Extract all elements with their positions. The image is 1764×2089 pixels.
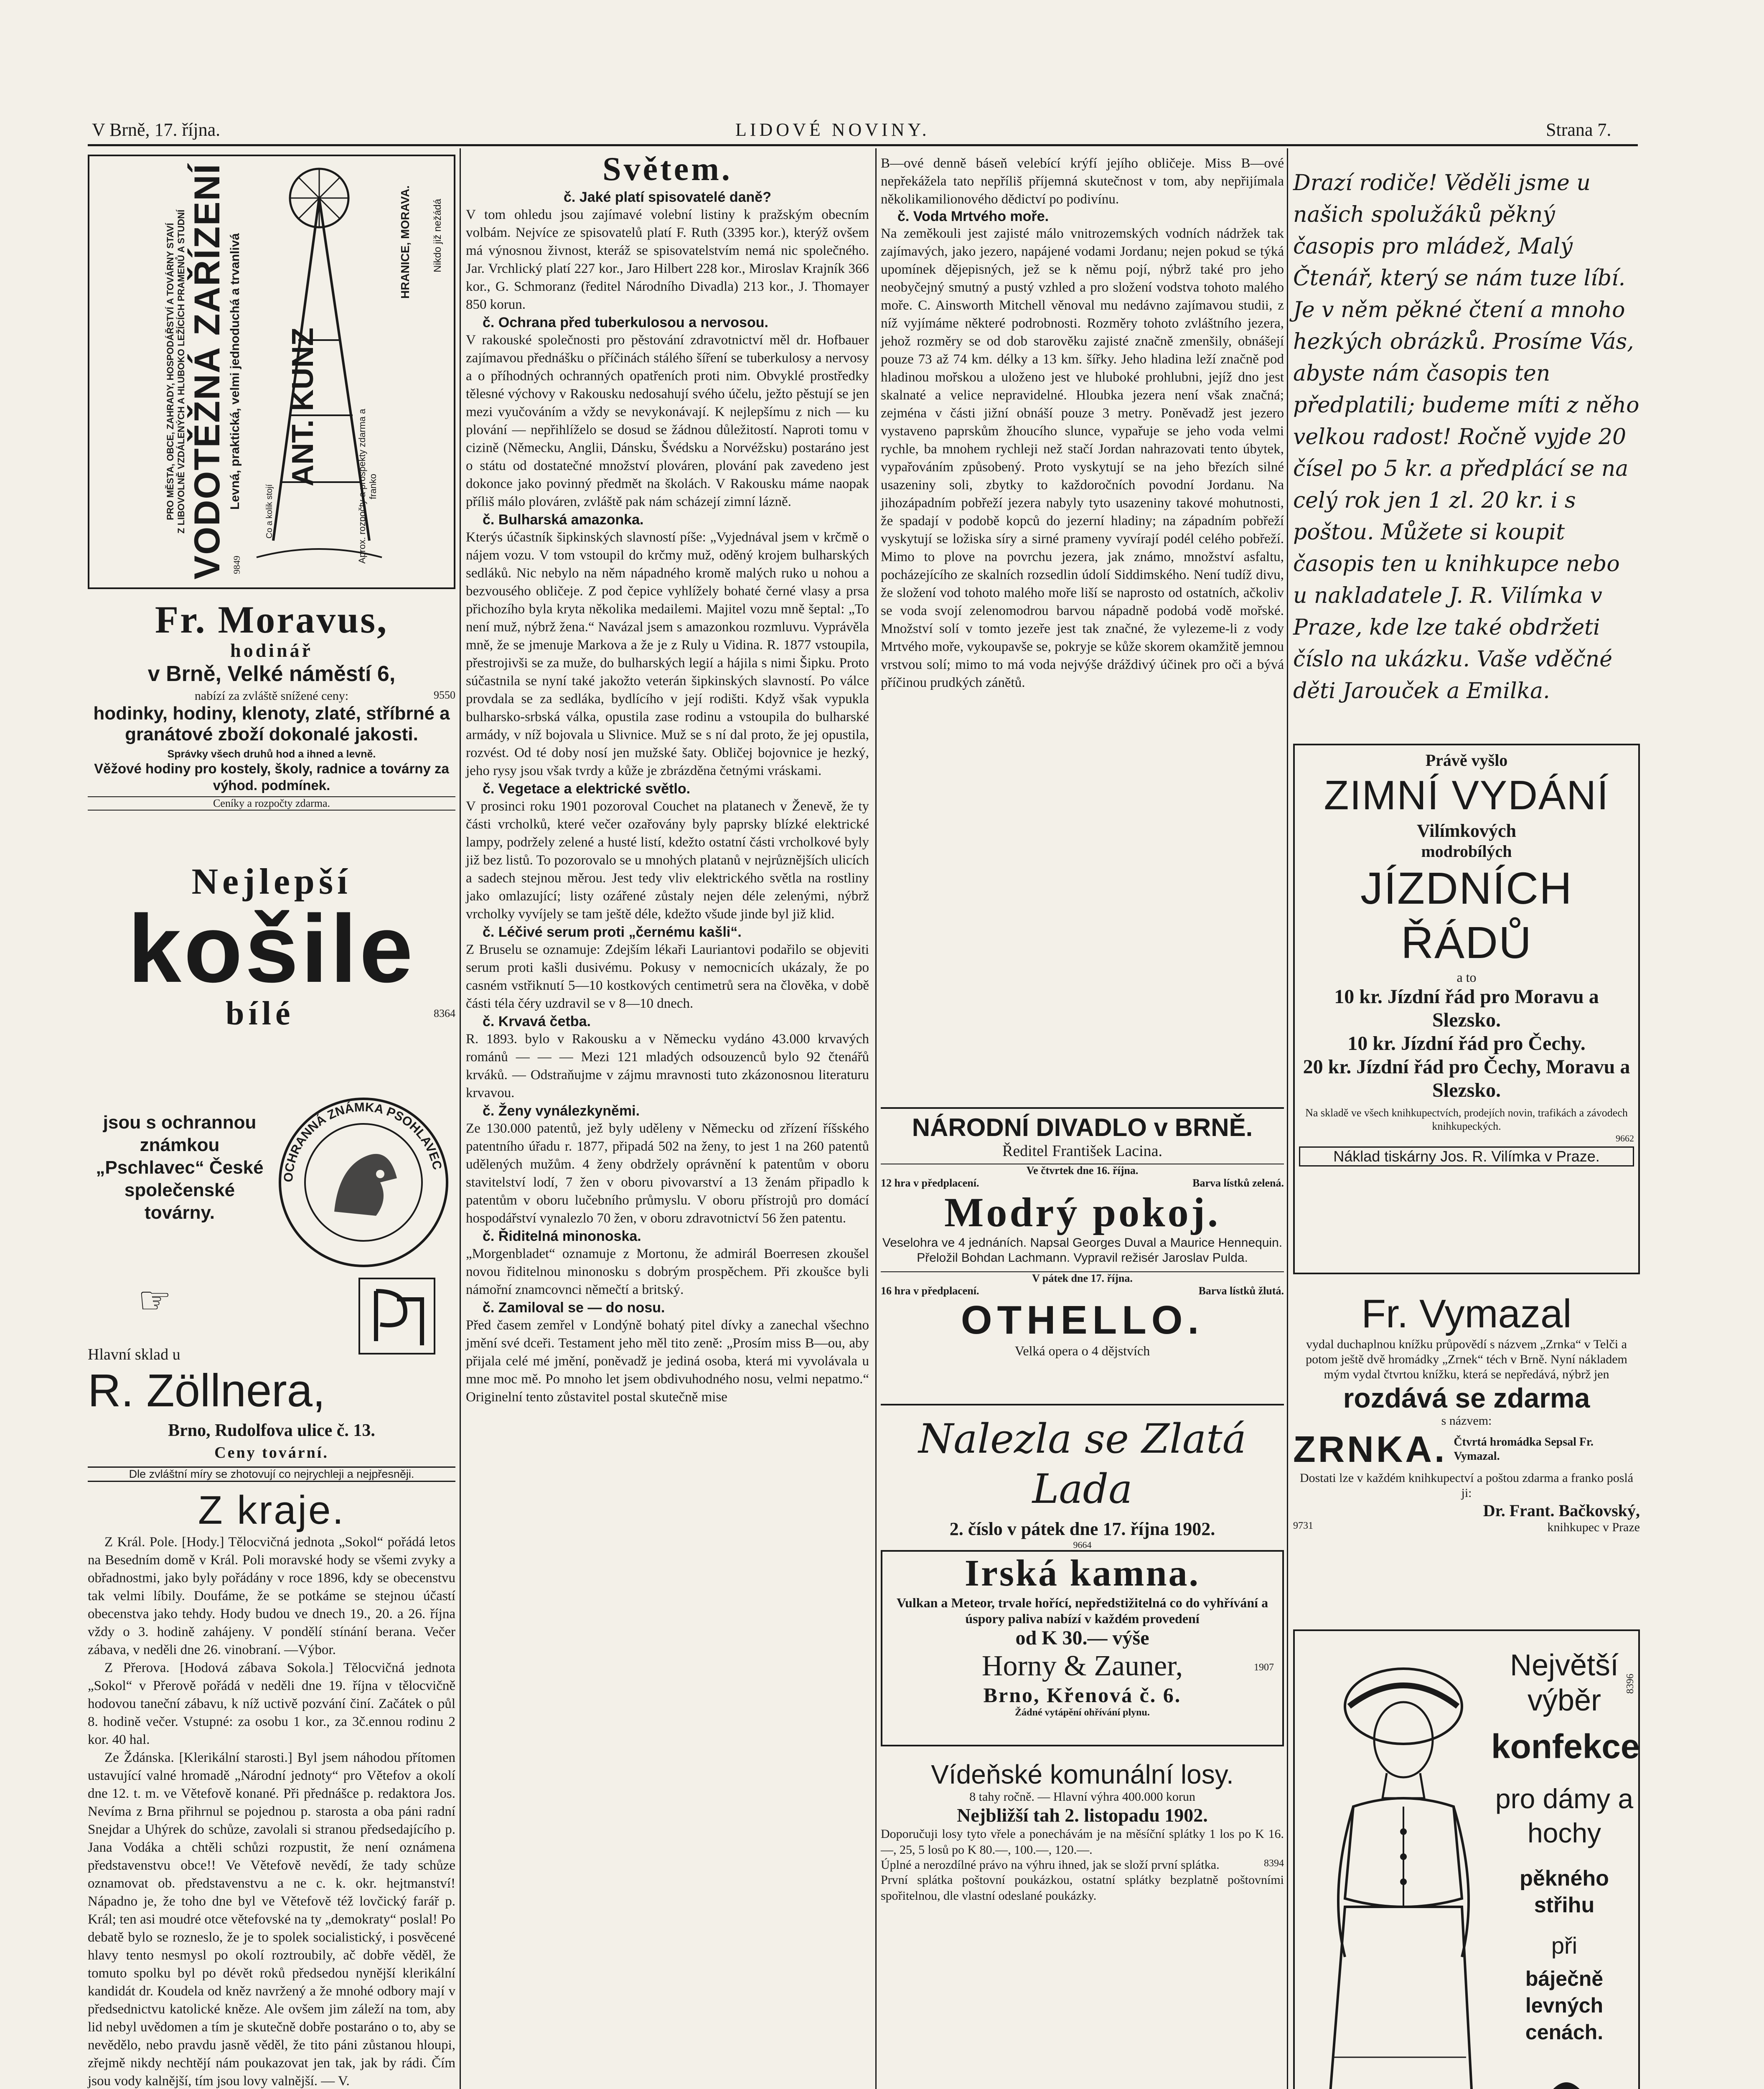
article-2: V rakouské společnosti pro pěstování zdravotnictví měl dr. Hofbauer zajímavou přednášku o příčinách stálého šíření se tuberkulosy a nervosy a o příhodných ochranných opatřeních proti nim. Obvyklé prostředky tělesné výchovy v Rakousku nedosahují svého účelu, ježto pěstují se jen mezi vyučováním a vždy se nevykonávají. K nejlepšímu z nich — ku plování — nepřihlíželo se dosud se žádnou důležitostí. Naproti tomu v cizině (Německu, Anglii, Dánsku, Švédsku a Norvéžsku) postaráno jest o státu od dostatečné množství plováren, plování pak zavedeno jest dokonce jako povinný předmět na školách. V Rakousku máme naopak příliš málo plováren, zvláště pak nám scházejí zimní lázně. bbox=[466, 333, 869, 509]
seal-text: OCHRANNÁ ZNÁMKA PSOHLAVEC bbox=[281, 1100, 445, 1183]
vymazal-name: Fr. Vymazal bbox=[1361, 1291, 1572, 1336]
article-10-heading: č. Voda Mrtvého moře. bbox=[897, 208, 1049, 224]
kosile-address: Brno, Rudolfova ulice č. 13. bbox=[168, 1421, 375, 1440]
article-1: V tom ohledu jsou zajímavé volební listiny k pražským obecním volbám. Nejvíce ze spisovatelů platí F. Ruth (3395 kor.), kterýž ovšem má výnosnou živnost, kteráž se spisovatelstvím nemá nic společného. Jar. Vrchlický platí 227 kor., Jaro Hilbert 228 kor., Miroslav Krajník 366 kor., G. Schmoranz (ředitel Národního Divadla) 213 kor., J. Thomayer 850 korun. bbox=[466, 207, 869, 312]
lada-issue: 2. číslo v pátek dne 17. října 1902. bbox=[949, 1519, 1215, 1539]
monogram-emblem bbox=[355, 1274, 439, 1358]
ad-kunz-brand: ANT. KUNZ bbox=[286, 328, 320, 486]
kroupa-number: 8396 bbox=[1625, 1674, 1636, 1694]
kroupa-l5: při bbox=[1551, 1932, 1578, 1959]
article-4-heading: č. Vegetace a elektrické světlo. bbox=[483, 781, 691, 797]
article-9: Před časem zemřel v Londýně bohatý pitel dívky a zanechal všechno jmění své dceři. Testament jeho měl tito zeně: „Prosím miss B—ou, aby přijala celé mé jmění, poněvadž je jediná osoba, která mi vyvolávala u mne moc mě. Po mnoho let jsem obdivuhodného nosu, velmi nepatmo.“ Originelní tento zůstavitel postal skutečně mise bbox=[466, 1318, 869, 1405]
ad-kunz-number: 9849 bbox=[231, 556, 242, 574]
kosile-prices: Ceny tovární. bbox=[214, 1444, 329, 1461]
article-2-heading: č. Ochrana před tuberkulosou a nervosou. bbox=[483, 315, 768, 330]
section-z-kraje bbox=[88, 1487, 455, 2089]
vymazal-number: 9731 bbox=[1293, 1520, 1313, 1531]
losy-l3: Doporučuji losy tyto vřele a ponechávám je na měsíční splátky 1 los po K 16.—, 25, 5 losů po K 80.—, 100.—, 120.—. bbox=[881, 1827, 1284, 1857]
z-kraje-title: Z kraje. bbox=[198, 1488, 346, 1532]
divadlo-d1-row bbox=[881, 1177, 1284, 1189]
moravus-name: Fr. Moravus, bbox=[155, 598, 389, 641]
kamna-firm-row bbox=[882, 1649, 1282, 1683]
ad-kunz-water bbox=[88, 155, 455, 589]
kamna-price: od K 30.— výše bbox=[1015, 1627, 1149, 1649]
rady-l10: Na skladě ve všech knihkupectvích, prodejích novin, trafikách a závodech knihkupeckých. bbox=[1305, 1107, 1628, 1132]
ad-kunz-side1: Nikdo již nežádá bbox=[432, 198, 443, 273]
divadlo-d1b: 12 hra v předplacení. bbox=[881, 1177, 979, 1189]
article-9-heading: č. Zamiloval se — do nosu. bbox=[483, 1300, 665, 1316]
divadlo-d2b: 16 hra v předplacení. bbox=[881, 1285, 979, 1297]
vymazal-d4: ZRNKA. bbox=[1293, 1428, 1447, 1470]
article-8-heading: č. Řiditelná minonoska. bbox=[483, 1228, 641, 1244]
rady-l7: 10 kr. Jízdní řád pro Moravu a Slezsko. bbox=[1334, 986, 1599, 1031]
rady-l5: JÍZDNÍCH ŘÁDŮ bbox=[1360, 863, 1573, 968]
ad-kunz-title: VODOTĚŽNÁ ZAŘÍZENÍ bbox=[187, 163, 227, 580]
ad-kunz-line2: Z LIBOVOLNĚ VZDÁLENÝCH A HLUBOKO LEŽÍCÍCH PRAMENŮ A STUDNÍ bbox=[176, 209, 186, 534]
lady-fashion-illustration bbox=[1303, 1639, 1487, 2089]
divadlo-d2c: Barva lístků žlutá. bbox=[1198, 1285, 1284, 1297]
kroupa-l2: konfekce bbox=[1491, 1728, 1640, 1766]
divadlo-title: NÁRODNÍ DIVADLO v BRNĚ. bbox=[912, 1113, 1253, 1141]
kamna-address: Brno, Křenová č. 6. bbox=[983, 1683, 1182, 1707]
vymazal-d8-row bbox=[1293, 1520, 1640, 1535]
article-8: „Morgenbladet“ oznamuje z Mortonu, že admirál Boerresen zkoušel novou řiditelnou minonosku s dobrým prospěchem. Při zkoušce byli námořní znamcovnci němečtí a britský. bbox=[466, 1246, 869, 1297]
vymazal-zrnka-row bbox=[1293, 1428, 1640, 1471]
article-3: Kterýs účastník šipkinských slavností píše: „Vyjednával jsem v krčmě o nájem vozu. V tom vstoupil do krčmy muž, oděný krojem bulharských sedláků. Nic nebylo na něm nápadného kromě malých ruko u nohou a bezvousého obličeje. Z pod čepice vyhlížely bohaté černé vlasy a prsa přichozího byla kryta několika medailemi. Majitel vozu mně šeptal: „To není muž, nýbrž žena.“ Navázal jsem s amazonkou rozmluvu. Vyprávěla mně, že se jmenuje Markova a že je z Ruly u Vidina. R. 1877 vstoupila, přestrojivši se za muže, do bulharských legií a hájila s nimi Šipku. Proto súčastnila se nyní také jakožto veterán šipkinských slavností. Po válce provdala se za sedláka, bydlícího v její rodišti. Když však vypukla bulharsko-srbská válka, opustila zase rodinu a vstoupila do bulharské armády, v níž bojovala u Slivnice. Muž se s ní dal proto, že jej opustila, rozvést. Od té doby nosí jen mužské šaty. Obličej bojovnice je hezký, jeho rysy jsou však tvrdy a kůže je zbrázděna četnými vráskami. bbox=[466, 530, 869, 778]
vymazal-d6: Dostati lze v každém knihkupectví a poštou zdarma a franko poslá ji: bbox=[1299, 1471, 1634, 1500]
moravus-number: 9550 bbox=[434, 689, 455, 701]
article-1-heading: č. Jaké platí spisovatelé daně? bbox=[563, 189, 771, 205]
article-7: Ze 130.000 patentů, jež byly uděleny v Německu od zřízení říšského patentního úřadu r. 1877, připadá 502 na ženy, to jest 1 na 260 patentů udělených mužům. 4 ženy obdržely oprávnění k patentům v oboru stavitelství lodí, 7 žen v oboru pivovarství a 13 ženám připadlo k patentům v oboru lučebního průmyslu. V oboru přístrojů pro domácí hospodářství vynalezlo 70 žen, v oboru zdravotnictví 56 žen patentu. bbox=[466, 1121, 869, 1226]
z-kraje-p1: Z Král. Pole. [Hody.] Tělocvičná jednota „Sokol“ pořádá letos na Besedním domě v Král. Poli moravské hody se všemi zvyky a obřadnostmi, jako byly pořádány v roce 1896, kdy se obecenstvu tak velmi líbily. Doufáme, že se potkáme se stejnou účastí obecenstva jako tehdy. Hody budou ve dnech 19., 20. a 26. října vždy o 3. hodině zahájeny. V pondělí stínání berana. Večer zábava, v neděli dne 26. vinobraní. —Výbor. bbox=[88, 1535, 455, 1657]
kosile-l1: Nejlepší bbox=[191, 862, 352, 902]
kroupa-l6: báječně levných cenách. bbox=[1525, 1967, 1604, 2044]
ad-kunz-place: HRANICE, MORAVA. bbox=[399, 185, 412, 299]
divadlo-play2: OTHELLO. bbox=[961, 1298, 1204, 1342]
losy-l2: Nejbližší tah 2. listopadu 1902. bbox=[957, 1804, 1208, 1826]
kamna-title: Irská kamna. bbox=[964, 1553, 1200, 1594]
kosile-l3: bílé bbox=[226, 995, 295, 1032]
kamna-year: 1907 bbox=[1254, 1662, 1274, 1673]
lada-number: 9664 bbox=[1073, 1540, 1092, 1550]
vymazal-d5: Čtvrtá hromádka Sepsal Fr. Vymazal. bbox=[1454, 1436, 1594, 1463]
article-10: Na zeměkouli jest zajisté málo vnitrozemských vodních nádržek tak zajímavých, jako jezero, napájené vodami Jordanu; nejen pokud se týká upomínek dějepisných, jež se k němu pojí, nýbrž také pro jeho neobyčejný smutný a pustý vzhled a pro složení vodstva tohoto malého moře. C. Ainsworth Mitchell věnoval mu nedávno zajímavou studii, z níž vyjímáme některé podrobnosti. Rozměry tohoto zvláštního jezera, jehož rozměry se od dob starověku zajisté značně zmenšily, obnášejí pouze 73 až 74 km. délky a 13 km. šířky. Jeho hladina leží značně pod hladinou mořskou a uloženo jest ve hluboké prohlubni, jejíž dno jest skalnaté a velice nepravidelné. Hloubka jezera není však značná; zejména v části jižní obnáší pouze 3 metry. Poněvadž jest jezero vystaveno paprskům žhoucího slunce, vypařuje se jeho voda velmi rychle, ba mnohem rychleji než stačí Jordan nahrazovati tento úbytek, vypařováním způsobený. Proto vyskytují se na jeho březích silné usazeniny soli, zbytky to každoročních povodní Jordanu. Na jihozápadním pobřeží jezera nabyly tyto usazeniny takové mohutnosti, že spadají v podobě kopců do jezerní hladiny; na západním pobřeží vyskytují se ložiska síry a sirné prameny vyvírají podél celého pobřeží. Mimo to plove na povrchu jezera, jak známo, množství asfaltu, pocházejícího ze skalních rozsedlin údolí Siddimského. Není tudíž divu, že složení vod tohoto malého moře liší se naprosto od ostatních, ačkoliv se voda svojí zelenomodrou barvou nápadně podobá vodě mořské. Množství solí v tomto jezeře jest tak značné, že vylezeme-li z vody Mrtvého moře, vykoupavše se, pokryje se kůže skorem okamžitě jemnou vrstvou solí; mimo to má voda nejvýše dráždivý účinek pro oči a bývá příčinou prudkých zánětů. bbox=[881, 226, 1284, 690]
svetem-title: Světem. bbox=[602, 151, 732, 188]
moravus-tower: Věžové hodiny pro kostely, školy, radnice a továrny za výhod. podmínek. bbox=[94, 761, 449, 793]
handwritten-letter: Drazí rodiče! Věděli jsme u našich spolužáků pěkný časopis pro mládež, Malý Čtenář, který se nám tuze líbí. Je v něm pěkné čtení a mnoho hezkých obrázků. Prosíme Vás, abyste nám časopis ten předplatili; budeme míti z něho velkou radost! Ročně vyjde 20 čísel po 5 kr. a předplácí se na celý rok jen 1 zl. 20 kr. i s poštou. Můžete si koupit časopis ten u knihkupce nebo u nakladatele J. R. Vilímka v Praze, kde lze také obdržeti číslo na ukázku. Vaše vděčné děti Jarouček a Emilka. bbox=[1293, 170, 1639, 704]
moravus-offer-line bbox=[88, 689, 455, 703]
ad-losy bbox=[881, 1759, 1284, 1904]
ad-kunz-line3: PRO MĚSTA, OBCE, ZAHRADY, HOSPODÁŘSTVÍ A TOVÁRNY STAVÍ bbox=[165, 223, 175, 520]
rady-l8: 10 kr. Jízdní řád pro Čechy. bbox=[1347, 1032, 1586, 1055]
ad-kunz-line1: Levná, praktická, velmi jednoduchá a trvanlivá bbox=[228, 233, 242, 510]
rady-number: 9662 bbox=[1616, 1133, 1634, 1144]
rady-l6: a to bbox=[1456, 970, 1477, 985]
vymazal-d7: Dr. Frant. Bačkovský, bbox=[1483, 1501, 1640, 1520]
ad-kunz-side2: Co a kolik stojí bbox=[265, 484, 274, 539]
moravus-offer: nabízí za zvláště snížené ceny: bbox=[194, 689, 349, 703]
column-rule-3 bbox=[1287, 148, 1288, 2089]
article-3-heading: č. Bulharská amazonka. bbox=[483, 512, 644, 528]
column-3 bbox=[881, 155, 1284, 1903]
losy-number: 8394 bbox=[1264, 1858, 1284, 1869]
kosile-desc: jsou s ochrannou známkou „Pschlavec“ České společenské továrny. bbox=[96, 1112, 264, 1223]
article-7-heading: č. Ženy vynálezkyněmi. bbox=[483, 1103, 640, 1119]
losy-l1: 8 tahy ročně. — Hlavní výhra 400.000 korun bbox=[969, 1790, 1195, 1804]
kosile-firm: R. Zöllnera, bbox=[88, 1365, 325, 1416]
kroupa-l4: pěkného střihu bbox=[1520, 1866, 1609, 1917]
rady-l2: ZIMNÍ VYDÁNÍ bbox=[1324, 772, 1609, 818]
column-2 bbox=[466, 151, 869, 1406]
z-kraje-p2: Z Přerova. [Hodová zábava Sokola.] Tělocvičná jednota „Sokol“ v Přerově pořádá v neděli dne 19. října v tělocvičně hodovou taneční zábavu, k níž uctivě pozvání činí. Začátek o půl 8. hodině večer. Vstupné: za osobu 1 kor., za 3č.ennou rodinu 2 kor. 40 hal. bbox=[88, 1660, 455, 1747]
divadlo-play1-desc: Veselohra ve 4 jednáních. Napsal Georges Duval a Maurice Hennequin. Přeložil Bohdan Lachmann. Vypravil režisér Jaroslav Pulda. bbox=[882, 1236, 1283, 1265]
vymazal-d2: rozdává se zdarma bbox=[1343, 1383, 1590, 1413]
losy-l4: Úplné a nerozdílné právo na výhru ihned, jak se složí první splátka. bbox=[881, 1858, 1220, 1872]
vymazal-d1: vydal duchaplnou knížku průpovědí s názvem „Zrnka“ v Telči a potom ještě dvě hromádky „Zrnek“ téch v Brně. Nyní nákladem mým vydal čtvrtou knížku, která se nepředává, nýbrž jen bbox=[1306, 1337, 1627, 1381]
kamna-desc: Vulkan a Meteor, trvale hořící, nepředstižitelná co do vyhřívání a úspory paliva nabízí v každém provedení bbox=[896, 1595, 1268, 1626]
divadlo-d2-row bbox=[881, 1285, 1284, 1297]
lada-script: Nalezla se Zlatá Lada bbox=[918, 1416, 1246, 1512]
svetem-articles bbox=[466, 188, 869, 1406]
article-9-cont: B—ové denně báseň velebící krýfí jejího obličeje. Miss B—ové nepřekážela tato nepříliš příjemná skutečnost v tom, aby nepřijímala několikamilionového dědictví po podivínu. bbox=[881, 156, 1284, 207]
kroupa-l1: Největší výběr bbox=[1510, 1649, 1619, 1717]
column-rule-2 bbox=[875, 148, 877, 2089]
rady-l4: modrobílých bbox=[1421, 842, 1512, 861]
moravus-trade: hodinář bbox=[230, 640, 313, 661]
pointing-hand-icon: ☞ bbox=[138, 1280, 172, 1322]
ad-vymazal bbox=[1293, 1291, 1640, 1535]
divadlo-d1c: Barva lístků zelená. bbox=[1192, 1177, 1284, 1189]
ad-kroupa bbox=[1293, 1629, 1640, 2089]
kamna-firm: Horny & Zauner, bbox=[981, 1650, 1183, 1682]
divadlo-d2: V pátek dne 17. října. bbox=[881, 1271, 1284, 1285]
article-6-heading: č. Krvavá četba. bbox=[483, 1014, 591, 1029]
psohlavec-seal bbox=[276, 1095, 451, 1270]
rady-l11: Náklad tiskárny Jos. R. Vilímka v Praze. bbox=[1299, 1146, 1634, 1166]
divadlo-play2-desc: Velká opera o 4 dějstvích bbox=[1014, 1343, 1150, 1358]
issue-date: V Brně, 17. října. bbox=[92, 119, 221, 140]
ad-kunz-side3: Aprox. rozpočty a prospekty zdarma a franko bbox=[357, 409, 378, 564]
vymazal-d8: knihkupec v Praze bbox=[1547, 1520, 1640, 1534]
ad-jizdni-rady bbox=[1293, 744, 1640, 1274]
losy-l4-row bbox=[881, 1858, 1284, 1872]
rady-l9: 20 kr. Jízdní řád pro Čechy, Moravu a Slezsko. bbox=[1303, 1056, 1630, 1101]
ad-kosile bbox=[88, 861, 455, 1487]
kosile-l3-row bbox=[88, 995, 455, 1032]
ad-irska-kamna bbox=[881, 1550, 1284, 1746]
divadlo-d1: Ve čtvrtek dne 16. října. bbox=[881, 1164, 1284, 1177]
article-5-heading: č. Léčivé serum proti „černému kašli“. bbox=[483, 924, 742, 940]
rady-l1: Právě vyšlo bbox=[1425, 751, 1508, 770]
kroupa-l3: pro dámy a hochy bbox=[1495, 1783, 1634, 1848]
article-5: Z Bruselu se oznamuje: Zdejším lékaři Lauriantovi podařilo se objeviti serum proti kašli dusivému. Pokusy v nemocnicích ukázaly, že po casném vstřiknutí 5—10 kostkových centimetrů sera na člověka, v době části téla čéry uzdravil se v 8—10 dnech. bbox=[466, 942, 869, 1011]
moravus-free: Ceníky a rozpočty zdarma. bbox=[88, 796, 455, 811]
kamna-note: Žádné vytápění ohřívání plynu. bbox=[1015, 1707, 1150, 1718]
kosile-note: Dle zvláštní míry se zhotovují co nejrychleji a nejpřesněji. bbox=[88, 1466, 455, 1482]
vymazal-d3: s názvem: bbox=[1441, 1414, 1492, 1428]
article-6: R. 1893. bylo v Rakousku a v Německu vydáno 43.000 krvavých románů — — — Mezi 121 mladých odsouzenců bylo 92 čtenářů krváků. — Odstraňujme v zájmu mravnosti tuto zkázonosnou literaturu krvavou. bbox=[466, 1032, 869, 1100]
kosile-l2: košile bbox=[127, 895, 416, 1002]
rady-l3: Vilímkových bbox=[1417, 821, 1516, 841]
kosile-depot: Hlavní sklad u bbox=[88, 1346, 180, 1363]
tulip-ornament bbox=[1504, 2066, 1629, 2089]
ad-kunz-text-block bbox=[92, 160, 242, 587]
kosile-number: 8364 bbox=[434, 1007, 455, 1019]
moravus-repair: Správky všech druhů hod a ihned a levně. bbox=[167, 748, 376, 760]
moravus-goods: hodinky, hodiny, klenoty, zlaté, stříbrné a granátové zboží dokonalé jakosti. bbox=[93, 703, 450, 745]
ad-moravus bbox=[88, 597, 455, 811]
ad-lada bbox=[881, 1404, 1284, 1548]
page-number: Strana 7. bbox=[1546, 119, 1611, 140]
ad-divadlo bbox=[881, 1107, 1284, 1359]
z-kraje-p3: Ze Ždánska. [Klerikální starosti.] Byl jsem náhodou přítomen ustavující valné hromadě „Národní jednoty“ pro Větefov a okolí dne 12. t. m. ve Větefově konané. Při přednášce p. redaktora Jos. Nevíma z Brna přihrnul se pojednou p. starosta a oba páni radní Snejdar a Uhýrek do schůze, zavolali si stranou předsedajícího p. Jana Vodáka a chtěli schůzi rozpustit, že není oznámena představenstvu obce!! Ve Větefově nevědí, že tady schůze oznamovat ob. představenstvu a ne c. k. okr. hejtmanství! Nápadno je, že toho dne byl ve Větefově též lovčický farář p. Král; ten asi moudré otce větefovské na ty „demokraty“ poslal! Po debatě bylo se rozneslo, že je to spolek socialistický, i posvěcené hlavy tento nesmysl po okolí roztroubily, ač dobře věděl, že tomuto spolku byl po dévět roků předsedou nynější klerikální kandidát dr. Koudela od kněz navržený a že mnohé odbory mají v předsednictvu katolické kněze. Ale ovšem jim záleží na tom, aby lid nebyl uvědomen a tím je skutečně dobře postaráno o to, aby se nevědělo, nebo pravdu jasně věděl, že tito páni zůstanou hloupi, zřejmě nikdy nechtějí nám poukazovat jen tak, jak by rádi. Čím jsou vody kalnější, tím jsou lovy valnější. — V. bbox=[88, 1750, 455, 2089]
moravus-address: v Brně, Velké náměstí 6, bbox=[147, 662, 396, 686]
article-4: V prosinci roku 1901 pozoroval Couchet na platanech v Ženevě, že ty části vrcholků, které večer ozařovány byly paprsky blízké elektrické lampy, podržely zelené a husté listí, kdežto ostatní části vrcholkové byly již bez listů. To pozorovalo se u mnohých platanů v nejrůznějších ulicích a sadech stejnou měrou. Jest tedy vliv elektrického světla na rostliny jako omlazující; listy ozářené zůstaly nejen déle zelenými, nýbrž vrcholky vyvíjely se tam ještě déle, kdežto všude jinde byl již klid. bbox=[466, 799, 869, 922]
losy-l5: První splátka poštovní poukázkou, ostatní splátky bezplatně poštovními spořitelnou, dle vlastní odeslané poukázky. bbox=[881, 1873, 1284, 1903]
divadlo-director: Ředitel František Lacina. bbox=[1002, 1142, 1163, 1160]
losy-title: Vídeňské komunální losy. bbox=[931, 1759, 1234, 1789]
masthead bbox=[92, 119, 1638, 144]
paper-name: LIDOVÉ NOVINY. bbox=[735, 119, 930, 140]
masthead-rule bbox=[88, 144, 1638, 146]
divadlo-play1: Modrý pokoj. bbox=[944, 1189, 1220, 1235]
column-rule-1 bbox=[460, 148, 461, 2089]
